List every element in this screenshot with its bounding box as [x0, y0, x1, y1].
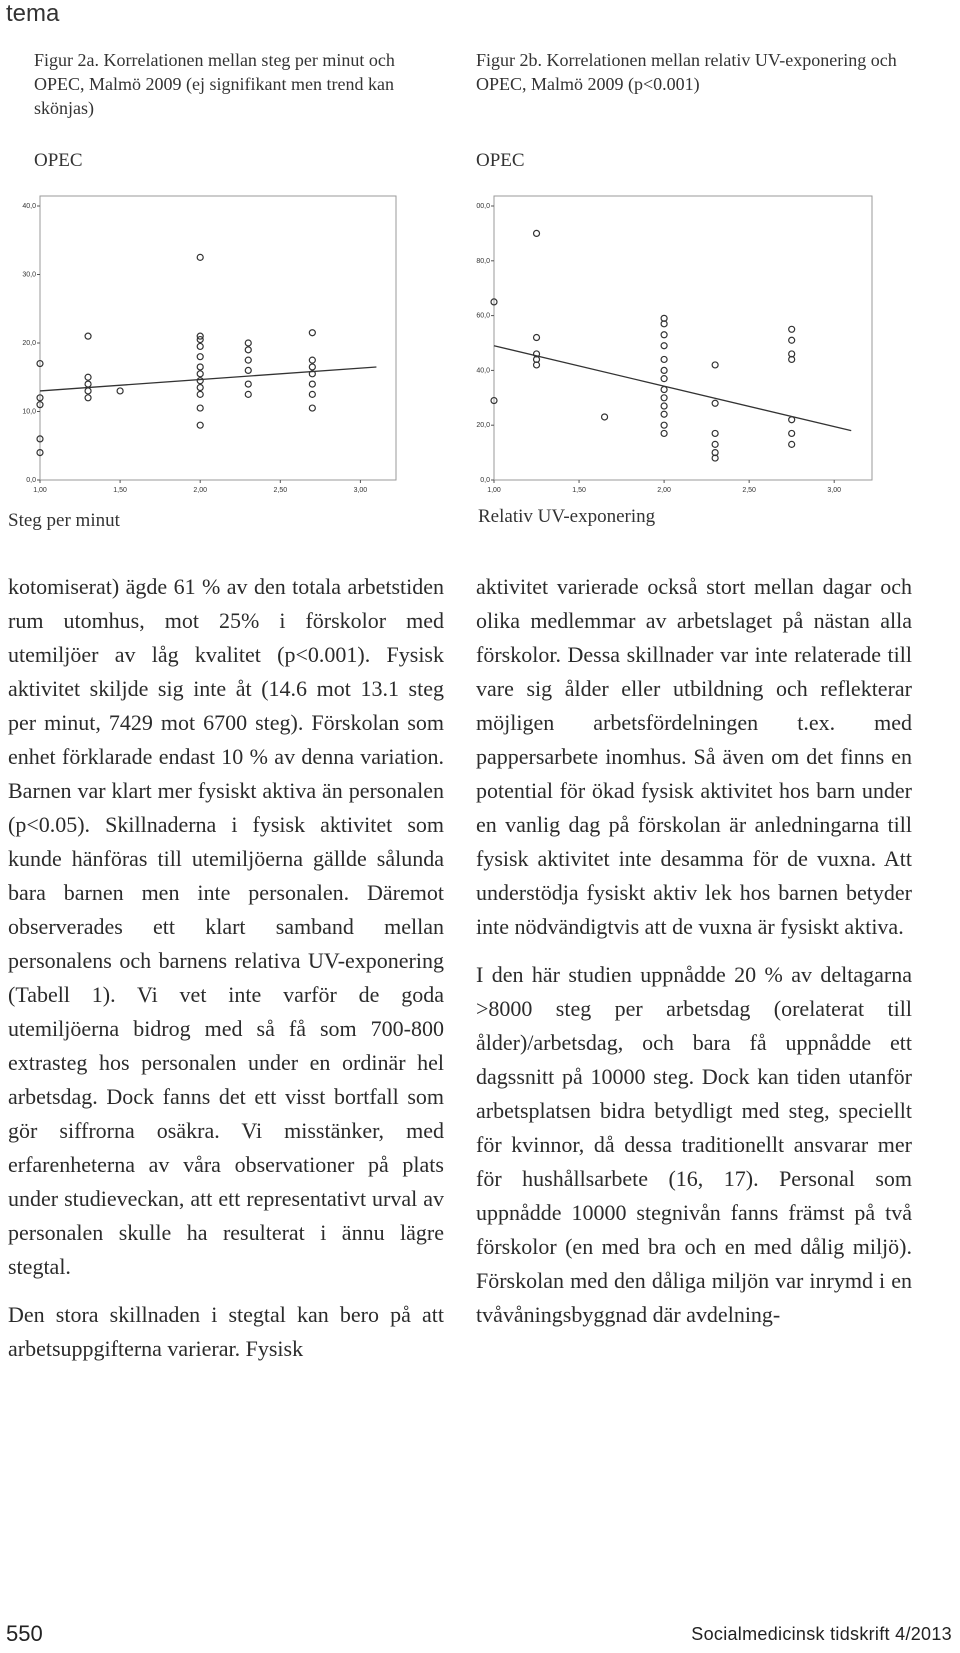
y-tick-label: 10,0 [22, 408, 36, 416]
x-tick-label: 1,00 [33, 487, 47, 494]
figure-2a-caption: Figur 2a. Korrelationen mellan steg per minut och OPEC, Malmö 2009 (ej signifikant men trend kan skönjas) [34, 50, 395, 118]
y-tick-label: 30,0 [22, 271, 36, 279]
y-tick-label: 20,0 [476, 422, 490, 430]
figure-2a-plot [22, 190, 404, 502]
x-tick-label: 1,50 [572, 487, 586, 494]
y-tick-label: 0,0 [480, 477, 490, 484]
x-tick-label: 2,00 [657, 487, 671, 494]
left-paragraph-2: Den stora skillnaden i stegtal kan bero på att arbetsuppgifterna varierar. Fysisk [8, 1302, 444, 1361]
x-tick-label: 2,00 [193, 487, 208, 494]
y-tick-label: 40,0 [476, 367, 490, 375]
x-tick-label: 3,00 [353, 487, 368, 494]
figure-2b-scatter [476, 190, 880, 502]
plot-frame [494, 196, 872, 480]
y-tick-label: 40,0 [22, 203, 36, 210]
plot-frame [40, 196, 396, 480]
y-tick-label: 80,0 [476, 257, 490, 265]
x-tick-label: 2,50 [742, 487, 756, 494]
x-tick-label: 2,50 [273, 487, 288, 494]
figure-2b-plot [476, 190, 880, 502]
x-tick-label: 1,50 [113, 487, 127, 494]
section-tag: tema [6, 0, 60, 27]
left-text-column [8, 570, 444, 1366]
y-tick-label: 20,0 [22, 340, 36, 347]
figure-2a-xlabel: Steg per minut [8, 510, 120, 531]
x-tick-label: 3,00 [827, 487, 842, 494]
page-number: 550 [6, 1621, 43, 1646]
x-tick-label: 1,00 [487, 487, 501, 494]
y-tick-label: 60,0 [476, 312, 490, 320]
y-tick-label: 00,0 [476, 203, 490, 210]
figure-2a-ylabel: OPEC [34, 150, 83, 171]
figure-2a-scatter [22, 190, 404, 502]
right-text-column [476, 570, 912, 1332]
right-paragraph-1: aktivitet varierade också stort mellan dagar och olika medlemmar av arbetslaget på nästan alla förskolor. Dessa skillnader var inte relaterade till vare sig ålder eller utbildning och reflekterar möjligen arbetsfördelningen t.ex. med pappersarbete inomhus. Så även om det finns en potential för ökad fysisk aktivitet hos barn under en vanlig dag på förskolan är anledningarna till fysisk aktivitet inte desamma för de vuxna. Att understödja fysiskt aktiv lek hos barnen betyder inte nödvändigtvis att de vuxna är fysiskt aktiva. [476, 574, 912, 939]
figure-2b-xlabel: Relativ UV-exponering [478, 506, 656, 527]
figure-2b-ylabel: OPEC [476, 150, 525, 171]
left-paragraph-1: kotomiserat) ägde 61 % av den totala arbetstiden rum utomhus, mot 25% i förskolor med utemiljöer av låg kvalitet (p<0.001). Fysisk aktivitet skiljde sig inte åt (14.6 mot 13.1 steg per minut, 7429 mot 6700 steg). Förskolan som enhet förklarade endast 10 % av denna variation. Barnen var klart mer fysiskt aktiva än personalen (p<0.05). Skillnaderna i fysisk aktivitet som kunde hänföras till utemiljöerna gällde sålunda bara barnen men inte personalen. Däremot observerades ett klart samband mellan personalens och barnens relativa UV-exponering (Tabell 1). Vi vet inte varför de goda utemiljöerna bidrog med så få som 700-800 extrasteg hos personalen under en ordinär hel arbetsdag. Dock fanns det ett visst bortfall som gör siffrorna osäkra. Vi misstänker, med erfarenheterna av våra observationer på plats under studieveckan, att ett representativt urval av personalen skulle ha resulterat i ännu lägre stegtal. [8, 574, 444, 1279]
figure-2b-caption: Figur 2b. Korrelationen mellan relativ UV-exponering och OPEC, Malmö 2009 (p<0.001) [476, 50, 897, 94]
journal-name: Socialmedicinsk tidskrift 4/2013 [691, 1624, 952, 1644]
y-tick-label: 0,0 [26, 477, 36, 484]
right-paragraph-2: I den här studien uppnådde 20 % av deltagarna >8000 steg per arbetsdag (orelaterat till ålder)/arbetsdag, och bara få uppnådde ett dagssnitt på 10000 steg. Dock kan tiden utanför arbetsplatsen bidra betydligt med steg, speciellt för kvinnor, då dessa traditionellt ansvarar mer för hushållsarbete (16, 17). Personal som uppnådde 10000 stegnivån fanns främst på två förskolor (en med bra och en med dålig miljö). Förskolan med den dåliga miljön var inrymd i en tvåvåningsbyggnad där avdelning- [476, 962, 912, 1327]
